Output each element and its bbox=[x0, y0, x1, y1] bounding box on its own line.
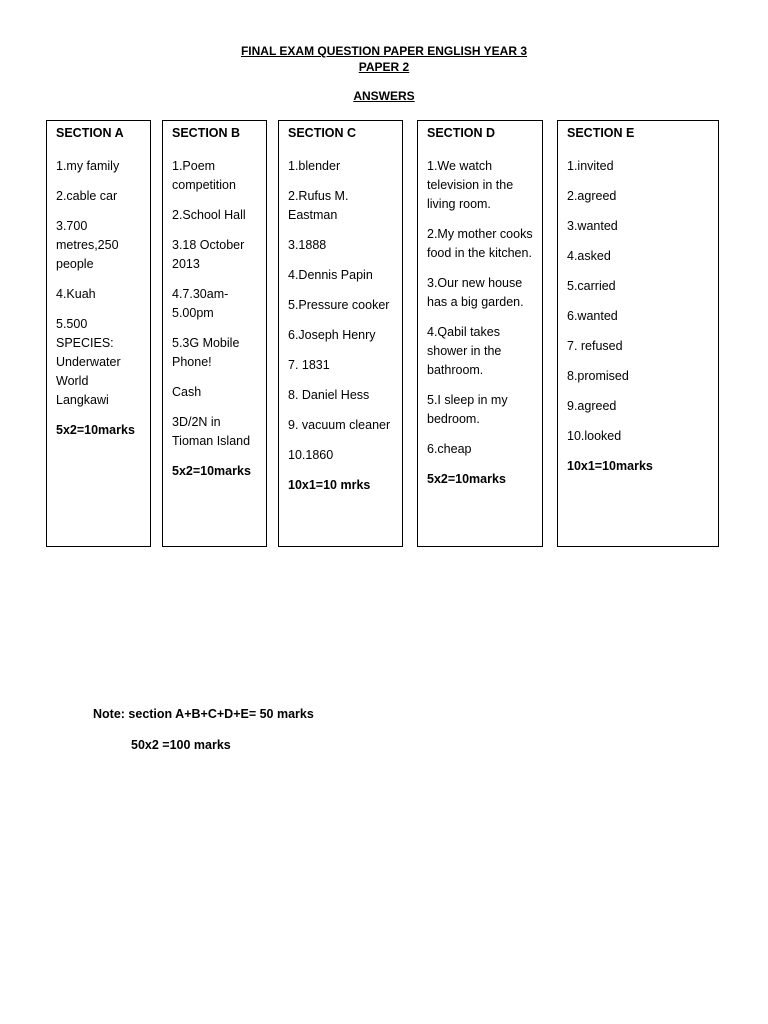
answer-item: 2.School Hall bbox=[172, 208, 246, 222]
note-total: Note: section A+B+C+D+E= 50 marks bbox=[93, 707, 314, 721]
answer-item: 6.wanted bbox=[567, 309, 618, 323]
answers-heading: ANSWERS bbox=[353, 89, 415, 103]
answer-item: 10.1860 bbox=[288, 448, 334, 462]
answer-item: 8. Daniel Hess bbox=[288, 388, 370, 402]
answer-item: 1.my family bbox=[56, 159, 120, 173]
answer-item: 3.wanted bbox=[567, 219, 618, 233]
answer-item: 3.Our new house has a big garden. bbox=[427, 276, 524, 309]
section-e-title: SECTION E bbox=[567, 126, 635, 140]
answer-item: 6.Joseph Henry bbox=[288, 328, 376, 342]
section-e-marks: 10x1=10marks bbox=[567, 459, 653, 473]
answer-item: 3.1888 bbox=[288, 238, 327, 252]
answer-item: 4.Qabil takes shower in the bathroom. bbox=[427, 325, 502, 377]
answer-item: 4.asked bbox=[567, 249, 611, 263]
answer-item: 3.18 October 2013 bbox=[172, 238, 245, 271]
answer-item: 4.Dennis Papin bbox=[288, 268, 373, 282]
answer-item: 2.agreed bbox=[567, 189, 617, 203]
section-d-title: SECTION D bbox=[427, 126, 496, 140]
section-b-title: SECTION B bbox=[172, 126, 241, 140]
section-c-box bbox=[278, 120, 403, 547]
answer-item: Cash bbox=[172, 385, 202, 399]
answer-item: 9. vacuum cleaner bbox=[288, 418, 391, 432]
answer-item: 4.7.30am-5.00pm bbox=[172, 287, 229, 320]
answer-item: 10.looked bbox=[567, 429, 622, 443]
exam-title: FINAL EXAM QUESTION PAPER ENGLISH YEAR 3 bbox=[240, 44, 528, 58]
section-c-title: SECTION C bbox=[288, 126, 357, 140]
answer-item: 3.700 metres,250 people bbox=[56, 219, 119, 271]
section-d-box bbox=[417, 120, 543, 547]
answer-item: 5.Pressure cooker bbox=[288, 298, 390, 312]
section-b-box bbox=[162, 120, 267, 547]
answer-item: 1.invited bbox=[567, 159, 614, 173]
paper-label: PAPER 2 bbox=[358, 60, 410, 74]
answer-item: 4.Kuah bbox=[56, 287, 96, 301]
answer-item: 2.cable car bbox=[56, 189, 118, 203]
answer-item: 2.Rufus M. Eastman bbox=[288, 189, 349, 222]
section-e-box bbox=[557, 120, 719, 547]
section-a-marks: 5x2=10marks bbox=[56, 423, 135, 437]
answer-item: 2.My mother cooks food in the kitchen. bbox=[427, 227, 533, 260]
answer-item: 1.blender bbox=[288, 159, 341, 173]
answer-item: 9.agreed bbox=[567, 399, 617, 413]
answer-item: 1.We watch television in the living room. bbox=[427, 159, 514, 211]
section-a-box bbox=[46, 120, 151, 547]
section-d-marks: 5x2=10marks bbox=[427, 472, 506, 486]
answer-item: 5.500 SPECIES: Underwater World Langkawi bbox=[56, 317, 121, 407]
answer-item: 6.cheap bbox=[427, 442, 472, 456]
section-a-title: SECTION A bbox=[56, 126, 124, 140]
note-final-marks: 50x2 =100 marks bbox=[131, 738, 231, 752]
answer-item: 5.I sleep in my bedroom. bbox=[427, 393, 508, 426]
answer-item: 8.promised bbox=[567, 369, 629, 383]
answer-item: 7. 1831 bbox=[288, 358, 330, 372]
answer-item: 3D/2N in Tioman Island bbox=[172, 415, 251, 448]
section-c-marks: 10x1=10 mrks bbox=[288, 478, 371, 492]
answer-item: 7. refused bbox=[567, 339, 623, 353]
answer-item: 1.Poem competition bbox=[172, 159, 236, 192]
section-b-marks: 5x2=10marks bbox=[172, 464, 251, 478]
answer-item: 5.3G Mobile Phone! bbox=[172, 336, 240, 369]
answer-item: 5.carried bbox=[567, 279, 616, 293]
